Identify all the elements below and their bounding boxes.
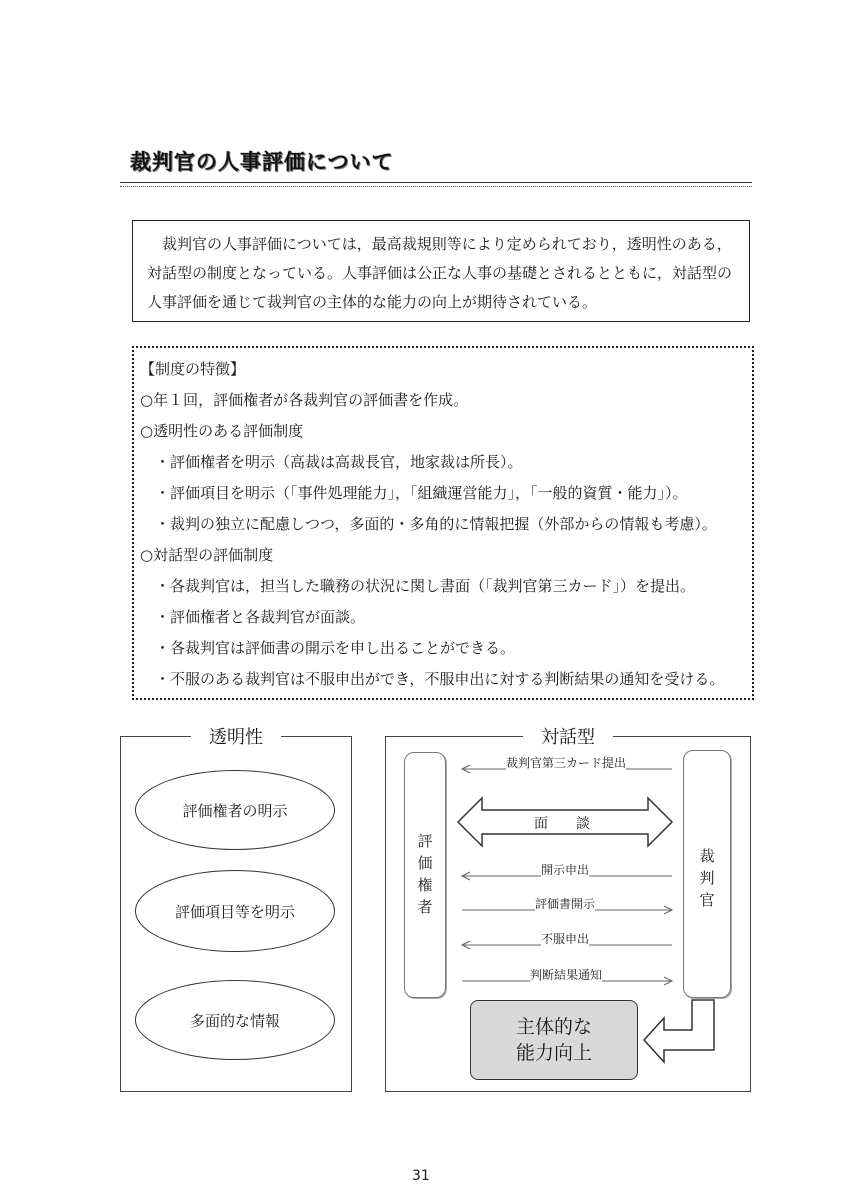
feature-item: ・不服のある裁判官は不服申出ができ，不服申出に対する判断結果の通知を受ける。 (140, 670, 725, 688)
judge-char: 官 (699, 891, 715, 909)
objection-label: 不服申出 (541, 932, 590, 946)
disclosure-request-label: 開示申出 (541, 863, 590, 877)
judge-char: 裁 (699, 847, 715, 865)
card-arrow-label: 裁判官第三カード提出 (506, 756, 627, 770)
dialogue-title: 対話型 (523, 723, 613, 749)
feature-item: ・各裁判官は評価書の開示を申し出ることができる。 (140, 639, 516, 657)
evaluator-char: 評 (417, 832, 433, 850)
feature-item: ・裁判の独立に配慮しつつ，多面的・多角的に情報把握（外部からの情報も考慮）。 (140, 515, 717, 533)
ability-line: 能力向上 (515, 1042, 592, 1064)
evaluator-char: 価 (417, 854, 433, 872)
summary-line: 裁判官の人事評価については，最高裁規則等により定められており，透明性のある， (147, 235, 732, 253)
feature-item: ・評価項目を明示（「事件処理能力」，「組織運営能力」，「一般的資質・能力」）。 (140, 484, 688, 502)
page-number: 31 (412, 1168, 430, 1184)
ability-improvement-box (470, 1000, 638, 1080)
transparency-item: 評価権者の明示 (135, 770, 335, 850)
ability-line: 主体的な (515, 1016, 592, 1038)
evaluator-char: 者 (417, 898, 433, 916)
features-heading: 【制度の特徴】 (140, 360, 246, 378)
transparency-item: 評価項目等を明示 (135, 870, 335, 952)
disclosure-label: 評価書開示 (535, 897, 596, 911)
interview-label: 面 談 (534, 816, 590, 832)
result-arrow (644, 1000, 714, 1062)
transparency-item: 多面的な情報 (135, 980, 335, 1060)
feature-item: ○透明性のある評価制度 (140, 422, 304, 440)
judge-char: 判 (699, 869, 715, 887)
summary-line: 人事評価を通じて裁判官の主体的な能力の向上が期待されている。 (147, 293, 598, 311)
evaluator-char: 権 (417, 876, 433, 894)
feature-item: ○年１回，評価権者が各裁判官の評価書を作成。 (140, 391, 469, 409)
notification-label: 判断結果通知 (530, 968, 603, 982)
feature-item: ・評価権者を明示（高裁は高裁長官，地家裁は所長）。 (140, 453, 523, 471)
transparency-title: 透明性 (191, 723, 281, 749)
feature-item: ○対話型の評価制度 (140, 546, 274, 564)
page-title: 裁判官の人事評価について (130, 150, 394, 174)
summary-line: 対話型の制度となっている。人事評価は公正な人事の基礎とされるとともに，対話型の (147, 264, 733, 282)
feature-item: ・各裁判官は，担当した職務の状況に関し書面（「裁判官第三カード」）を提出。 (140, 577, 696, 595)
feature-item: ・評価権者と各裁判官が面談。 (140, 608, 366, 626)
